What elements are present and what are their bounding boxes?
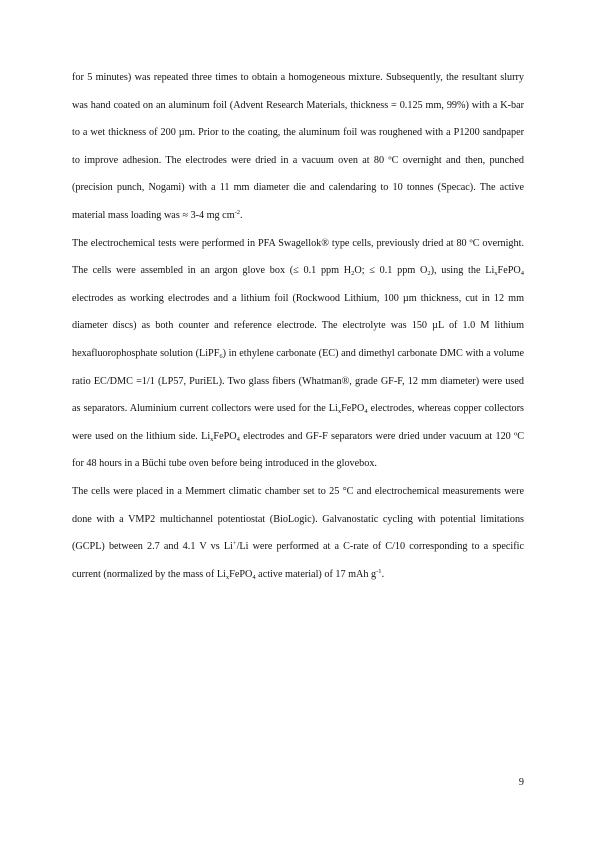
text-run: FePO — [341, 403, 365, 415]
text-run: . — [381, 568, 385, 580]
text-run: O; ≤ 0.1 ppm O — [354, 265, 428, 277]
subscript: 4 — [520, 270, 525, 278]
text-run: FePO — [497, 265, 521, 277]
page-number: 9 — [518, 777, 524, 788]
superscript: -2 — [234, 208, 241, 216]
subscript: 4 — [236, 435, 240, 443]
subscript: 6 — [219, 352, 223, 360]
subscript: x — [337, 408, 342, 416]
text-run: active material) of 17 mAh g — [255, 568, 377, 580]
superscript: -1 — [376, 567, 382, 575]
superscript: + — [232, 540, 237, 548]
subscript: 4 — [252, 573, 256, 581]
page-body — [72, 64, 524, 588]
text-run: electrodes and GF-F separators were dried under vacuum at 120 ºC for 48 hours in a Büchi tube oven before being introduced in the glovebox. — [72, 430, 524, 470]
paragraph — [72, 478, 524, 588]
text-run: The electrochemical tests were performed in PFA Swagellok® type cells, previously dried at 80 ºC overnight. The cells were assembled in an argon glove box (≤ 0.1 ppm H — [72, 237, 524, 277]
text-run: /Li were performed at a C-rate of C/10 corresponding to a specific current (normalized by the mass of Li — [72, 541, 525, 580]
text-run: FePO — [213, 430, 237, 442]
text-run: FePO — [229, 568, 253, 580]
subscript: 2 — [351, 270, 355, 278]
subscript: 2 — [427, 270, 431, 278]
paragraph — [72, 230, 524, 478]
text-run: ) in ethylene carbonate (EC) and dimethyl carbonate DMC with a volume ratio EC/DMC =1/1 (LP57, PuriEL). Two glass fibers (Whatman®, grade GF-F, 12 mm diameter) were used as separators. Aluminium current collectors were used for the Li — [72, 347, 525, 415]
text-run: . — [240, 209, 243, 221]
subscript: x — [494, 270, 498, 278]
text-run: for 5 minutes) was repeated three times to obtain a homogeneous mixture. Subsequently, the resultant slurry was hand coated on an aluminum foil (Advent Research Materials, thickness = 0.125 mm, 99%) with a K-bar to a wet thickness of 200 µm. Prior to the coating, the aluminum foil was roughened with a P1200 sandpaper to improve adhesion. The electrodes were dried in a vacuum oven at 80 ºC overnight and then, punched (precision punch, Nogami) with a 11 mm diameter die and calendaring to 10 tonnes (Specac). The active material mass loading was ≈ 3-4 mg cm — [72, 72, 524, 221]
subscript: x — [210, 435, 214, 443]
text-run: electrodes as working electrodes and a lithium foil (Rockwood Lithium, 100 µm thickness, cut in 12 mm diameter discs) as both counter and reference electrode. The electrolyte was 150 µL of 1.0 M lithium hexafluorophosphate solution (LiPF — [72, 292, 524, 359]
subscript: x — [225, 573, 230, 581]
subscript: 4 — [364, 408, 368, 416]
text-run: The cells were placed in a Memmert climatic chamber set to 25 °C and electrochemical measurements were done with a VMP2 multichannel potentiostat (BioLogic). Galvanostatic cycling with potential limitations (GCPL) between 2.7 and 4.1 V vs Li — [72, 485, 524, 553]
text-run: electrodes, whereas copper collectors were used on the lithium side. Li — [72, 403, 525, 442]
paragraph — [72, 64, 524, 230]
text-run: ), using the Li — [430, 265, 495, 277]
